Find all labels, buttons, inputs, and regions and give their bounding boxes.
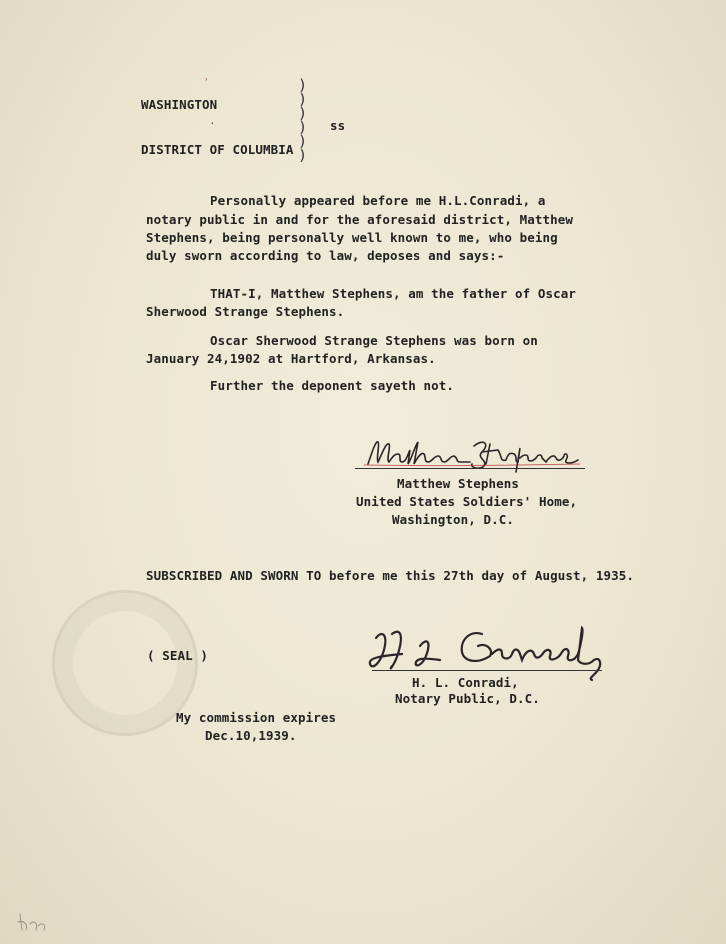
para2-line1: THAT-I, Matthew Stephens, am the father of Oscar xyxy=(210,286,577,301)
para1-line2: notary public in and for the aforesaid district, Matthew xyxy=(146,212,574,227)
para3-line1: Oscar Sherwood Strange Stephens was born on xyxy=(210,333,538,348)
para3-line2: January 24,1902 at Hartford, Arkansas. xyxy=(146,351,436,366)
commission-line2: Dec.10,1939. xyxy=(205,728,297,743)
pencil-mark xyxy=(14,910,54,934)
notary-signature-line xyxy=(372,670,602,671)
header-state: WASHINGTON xyxy=(141,97,218,112)
para1-line1: Personally appeared before me H.L.Conradi, a xyxy=(210,193,546,208)
seal-label: ( SEAL ) xyxy=(147,648,209,663)
para1-line4: duly sworn according to law, deposes and says:- xyxy=(146,248,505,263)
ink-spot: ʾ xyxy=(203,76,210,89)
header-district: DISTRICT OF COLUMBIA xyxy=(141,142,294,157)
deponent-name: Matthew Stephens xyxy=(397,476,520,491)
header-ss: ss xyxy=(330,118,346,133)
deponent-signature-line xyxy=(355,468,585,469)
notary-name: H. L. Conradi, xyxy=(412,675,519,690)
ink-spot: · xyxy=(209,117,216,130)
notary-title: Notary Public, D.C. xyxy=(395,691,540,706)
para4: Further the deponent sayeth not. xyxy=(210,378,455,393)
commission-line1: My commission expires xyxy=(176,710,337,725)
jurat: SUBSCRIBED AND SWORN TO before me this 27th day of August, 1935. xyxy=(146,568,635,583)
bracket: ) ) ) ) ) ) xyxy=(298,76,308,164)
para2-line2: Sherwood Strange Stephens. xyxy=(146,304,345,319)
para1-line3: Stephens, being personally well known to me, who being xyxy=(146,230,558,245)
deponent-address2: Washington, D.C. xyxy=(392,512,515,527)
deponent-address1: United States Soldiers' Home, xyxy=(356,494,578,509)
